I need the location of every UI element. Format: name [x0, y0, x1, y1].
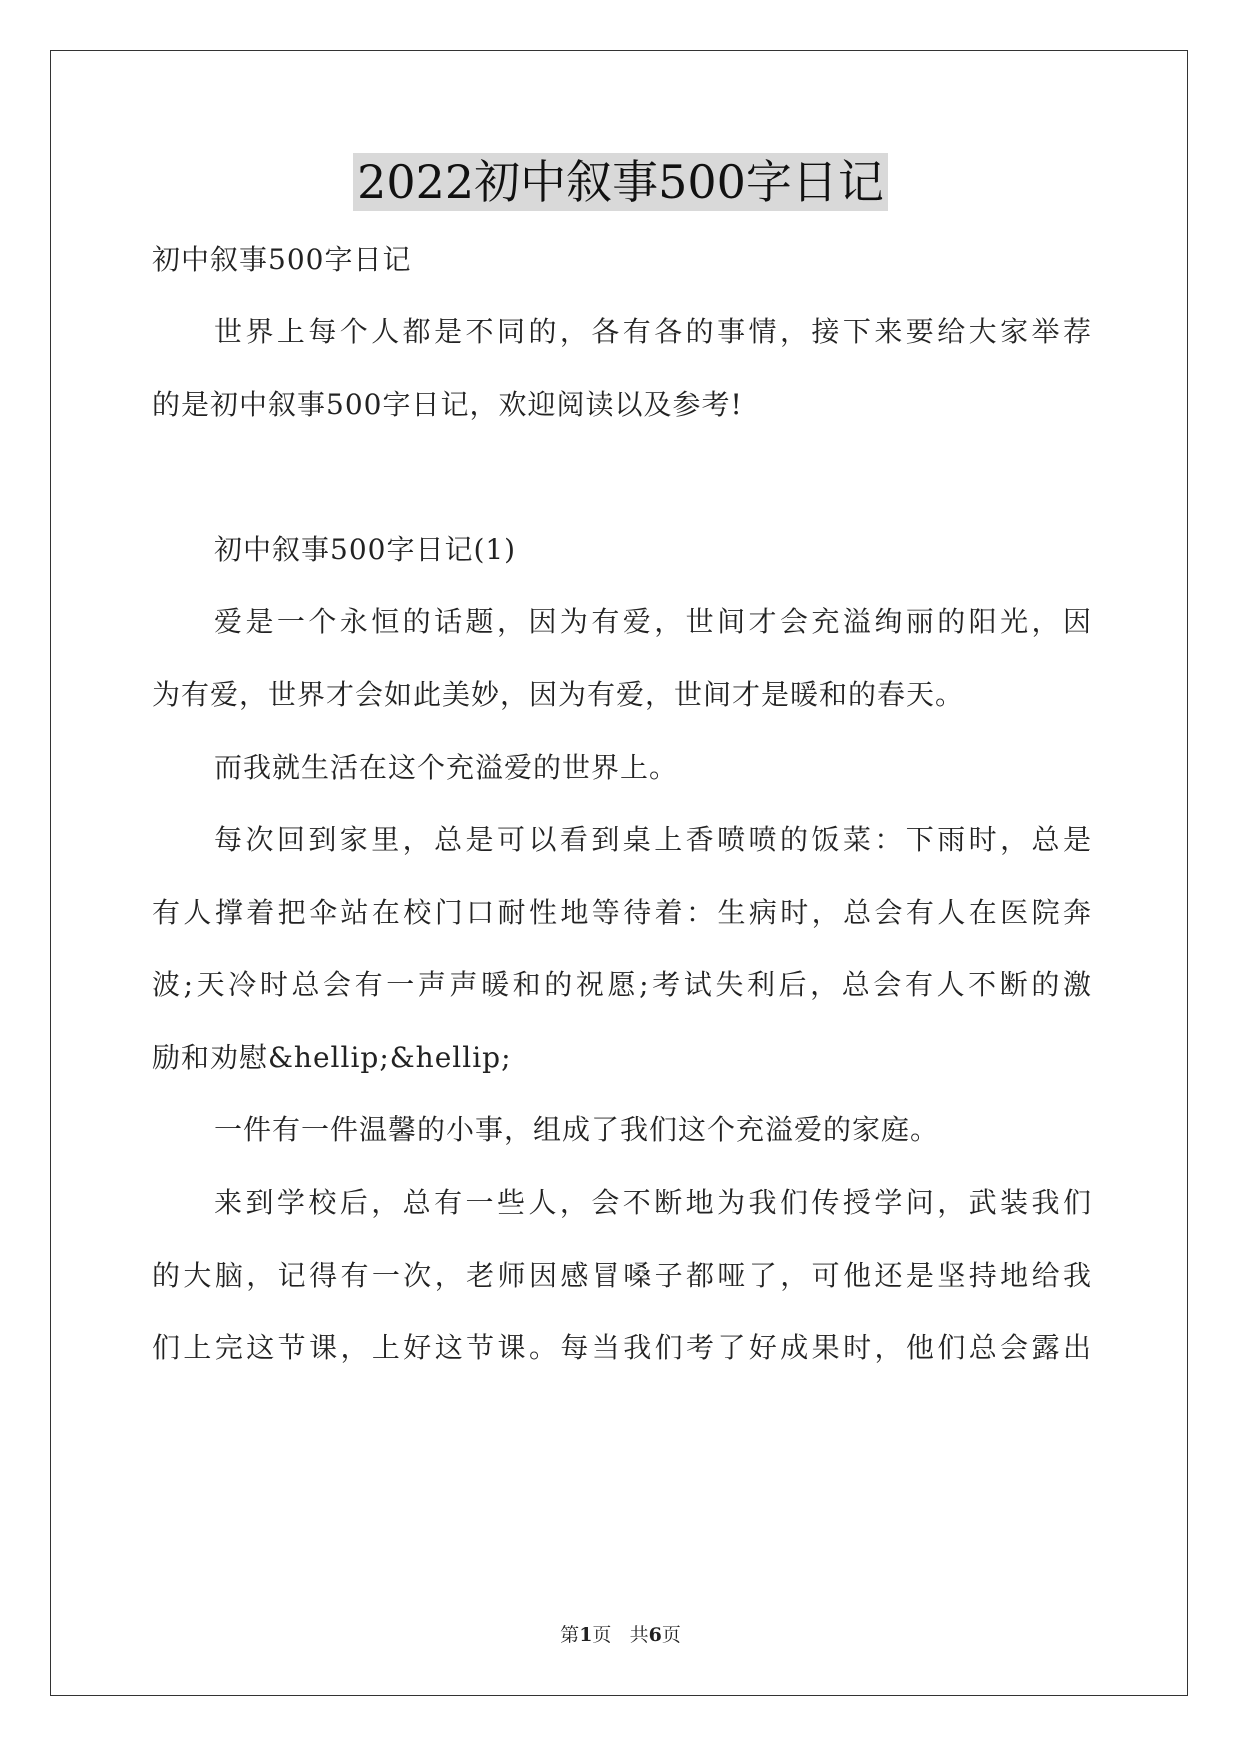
- paragraph-line: 的是初中叙事500字日记，欢迎阅读以及参考!: [152, 388, 743, 421]
- footer-total-pages: 6: [648, 1624, 662, 1646]
- paragraph-line: 每次回到家里，总是可以看到桌上香喷喷的饭菜：下雨时，总是: [214, 823, 1092, 856]
- paragraph-line: 一件有一件温馨的小事，组成了我们这个充溢爱的家庭。: [214, 1113, 940, 1146]
- paragraph-line: 为有爱，世界才会如此美妙，因为有爱，世间才是暖和的春天。: [152, 678, 965, 711]
- footer-total-prefix: 共: [629, 1624, 649, 1646]
- page-footer: [0, 1622, 1241, 1648]
- section-heading: 初中叙事500字日记(1): [214, 533, 517, 566]
- footer-total-suffix: 页: [661, 1624, 681, 1646]
- paragraph-line: 有人撑着把伞站在校门口耐性地等待着：生病时，总会有人在医院奔: [152, 896, 1092, 929]
- footer-page-suffix: 页: [592, 1624, 612, 1646]
- title-block: [0, 153, 1241, 211]
- document-subtitle: 初中叙事500字日记: [152, 243, 412, 276]
- paragraph-line: 的大脑，记得有一次，老师因感冒嗓子都哑了，可他还是坚持地给我: [152, 1259, 1092, 1292]
- paragraph-line: 们上完这节课，上好这节课。每当我们考了好成果时，他们总会露出: [152, 1331, 1092, 1364]
- paragraph-line: 来到学校后，总有一些人，会不断地为我们传授学问，武装我们: [214, 1186, 1092, 1219]
- paragraph-line: 励和劝慰&hellip;&hellip;: [152, 1041, 512, 1074]
- paragraph-line: 波;天冷时总会有一声声暖和的祝愿;考试失利后，总会有人不断的激: [152, 968, 1092, 1001]
- paragraph-line: 爱是一个永恒的话题，因为有爱，世间才会充溢绚丽的阳光，因: [214, 605, 1092, 638]
- footer-page-number: 1: [579, 1624, 593, 1646]
- paragraph-line: 而我就生活在这个充溢爱的世界上。: [214, 751, 679, 784]
- page-border: [50, 50, 1188, 1696]
- paragraph-line: 世界上每个人都是不同的，各有各的事情，接下来要给大家举荐: [214, 315, 1092, 348]
- footer-page-prefix: 第: [560, 1624, 580, 1646]
- document-title: 2022初中叙事500字日记: [353, 153, 888, 211]
